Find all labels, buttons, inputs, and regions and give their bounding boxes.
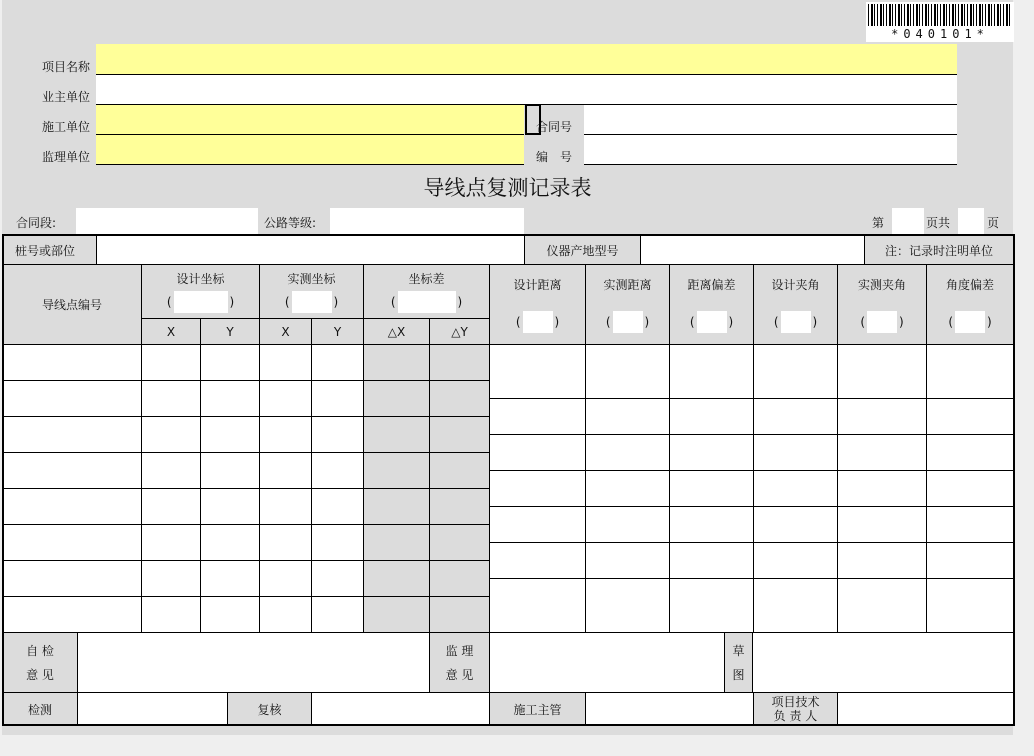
coordinate-cell[interactable] xyxy=(260,561,312,597)
coordinate-cell[interactable] xyxy=(3,381,142,417)
coordinate-cell[interactable] xyxy=(142,597,201,633)
distance-cell[interactable] xyxy=(670,543,754,579)
coordinate-row xyxy=(3,345,490,381)
distance-row xyxy=(490,579,1014,633)
sketch-line2: 图 xyxy=(732,667,745,682)
coord-diff-unit-field[interactable] xyxy=(398,291,456,313)
coordinate-cell[interactable] xyxy=(312,597,364,633)
coordinate-cell[interactable] xyxy=(364,453,430,489)
construction-unit-label: 施工单位 xyxy=(42,120,91,134)
coordinate-cell[interactable] xyxy=(364,345,430,381)
distance-cell[interactable] xyxy=(838,543,927,579)
review-field[interactable] xyxy=(312,693,490,726)
coordinate-row xyxy=(3,381,490,417)
coordinate-cell[interactable] xyxy=(312,561,364,597)
coordinate-cell[interactable] xyxy=(260,489,312,525)
supervision-opinion-label xyxy=(430,633,490,693)
angle-dev-title: 角度偏差 xyxy=(945,278,994,292)
distance-cell[interactable] xyxy=(586,471,670,507)
delta-y-header: △Y xyxy=(430,319,490,345)
distance-cell[interactable] xyxy=(586,579,670,633)
distance-cell[interactable] xyxy=(838,435,927,471)
distance-cell[interactable] xyxy=(927,579,1014,633)
distance-cell[interactable] xyxy=(490,507,586,543)
distance-cell[interactable] xyxy=(754,345,838,399)
distance-cell[interactable] xyxy=(586,435,670,471)
coord-diff-header xyxy=(364,265,490,319)
design-angle-title: 设计夹角 xyxy=(771,278,820,292)
coordinate-table xyxy=(2,264,490,633)
coordinate-cell[interactable] xyxy=(201,453,260,489)
distance-cell[interactable] xyxy=(838,579,927,633)
measured-coord-title: 实测坐标 xyxy=(287,272,336,286)
design-dist-title: 设计距离 xyxy=(513,278,562,292)
measured-y-header: Y xyxy=(312,319,364,345)
self-check-line2: 意 见 xyxy=(26,667,54,682)
delta-x-header: △X xyxy=(364,319,430,345)
supervision-unit-field[interactable] xyxy=(96,135,524,165)
coordinate-row xyxy=(3,525,490,561)
coordinate-cell[interactable] xyxy=(312,345,364,381)
coordinate-cell[interactable] xyxy=(3,417,142,453)
distance-rows xyxy=(490,345,1014,633)
coordinate-cell[interactable] xyxy=(364,597,430,633)
coordinate-cell[interactable] xyxy=(3,453,142,489)
distance-cell[interactable] xyxy=(927,435,1014,471)
distance-cell[interactable] xyxy=(838,345,927,399)
signature-row xyxy=(2,692,1014,726)
coordinate-cell[interactable] xyxy=(260,345,312,381)
paren-open: ( xyxy=(860,315,865,329)
measured-dist-unit-field[interactable] xyxy=(613,311,643,333)
coordinate-cell[interactable] xyxy=(142,381,201,417)
supervision-opinion-field[interactable] xyxy=(490,633,725,693)
coordinate-cell[interactable] xyxy=(201,597,260,633)
coordinate-cell[interactable] xyxy=(430,525,490,561)
coordinate-cell[interactable] xyxy=(430,597,490,633)
distance-cell[interactable] xyxy=(586,345,670,399)
distance-cell[interactable] xyxy=(670,471,754,507)
coordinate-cell[interactable] xyxy=(142,345,201,381)
coordinate-cell[interactable] xyxy=(430,381,490,417)
coordinate-cell[interactable] xyxy=(364,525,430,561)
sketch-line1: 草 xyxy=(732,643,745,658)
owner-field[interactable] xyxy=(96,75,957,105)
site-manager-field[interactable] xyxy=(586,693,754,726)
owner-label: 业主单位 xyxy=(42,90,91,104)
project-name-field[interactable] xyxy=(96,44,957,75)
contract-section-field[interactable] xyxy=(76,208,258,235)
dist-dev-title: 距离偏差 xyxy=(687,278,736,292)
coordinate-cell[interactable] xyxy=(430,453,490,489)
road-grade-label: 公路等级: xyxy=(264,216,317,230)
coordinate-cell[interactable] xyxy=(201,525,260,561)
distance-cell[interactable] xyxy=(586,399,670,435)
supervision-line2: 意 见 xyxy=(445,667,474,682)
coordinate-cell[interactable] xyxy=(201,489,260,525)
angle-dev-unit-field[interactable] xyxy=(955,311,985,333)
distance-row xyxy=(490,471,1014,507)
barcode-bars xyxy=(868,4,1012,26)
coordinate-cell[interactable] xyxy=(430,561,490,597)
supervision-line1: 监 理 xyxy=(445,643,474,658)
angle-dev-header xyxy=(927,265,1014,345)
design-angle-header xyxy=(754,265,838,345)
self-check-line1: 自 检 xyxy=(26,643,54,658)
coordinate-cell[interactable] xyxy=(3,525,142,561)
coordinate-cell[interactable] xyxy=(260,597,312,633)
inspect-field[interactable] xyxy=(78,693,228,726)
measured-coord-unit-field[interactable] xyxy=(292,291,332,313)
coordinate-row xyxy=(3,453,490,489)
paren-close: ) xyxy=(457,295,463,309)
distance-cell[interactable] xyxy=(754,543,838,579)
distance-cell[interactable] xyxy=(490,435,586,471)
coordinate-cell[interactable] xyxy=(201,417,260,453)
coordinate-cell[interactable] xyxy=(3,489,142,525)
distance-cell[interactable] xyxy=(754,507,838,543)
barcode xyxy=(866,2,1014,42)
coordinate-cell[interactable] xyxy=(3,597,142,633)
contract-no-field[interactable] xyxy=(584,105,957,135)
coordinate-cell[interactable] xyxy=(142,525,201,561)
coordinate-cell[interactable] xyxy=(142,417,201,453)
design-angle-unit-field[interactable] xyxy=(781,311,811,333)
inspect-label: 检测 xyxy=(3,693,78,726)
distance-cell[interactable] xyxy=(927,399,1014,435)
coordinate-row xyxy=(3,489,490,525)
distance-cell[interactable] xyxy=(670,579,754,633)
design-y-header: Y xyxy=(201,319,260,345)
coordinate-cell[interactable] xyxy=(260,381,312,417)
paren-open: ( xyxy=(284,295,290,309)
coordinate-cell[interactable] xyxy=(260,417,312,453)
tech-lead-field[interactable] xyxy=(838,693,1014,726)
coordinate-row xyxy=(3,597,490,633)
station-label: 桩号或部位 xyxy=(3,236,97,265)
page-number-field[interactable] xyxy=(892,208,924,235)
coordinate-cell[interactable] xyxy=(312,525,364,561)
coordinate-cell[interactable] xyxy=(430,417,490,453)
page-mid-label: 页共 xyxy=(926,216,951,230)
paren-close: ) xyxy=(644,315,650,329)
distance-cell[interactable] xyxy=(927,345,1014,399)
coordinate-cell[interactable] xyxy=(312,417,364,453)
design-coord-unit-field[interactable] xyxy=(174,291,228,313)
measured-dist-header xyxy=(586,265,670,345)
measured-angle-header xyxy=(838,265,927,345)
coordinate-cell[interactable] xyxy=(364,561,430,597)
page-suffix-label: 页 xyxy=(987,216,1000,230)
measured-dist-title: 实测距离 xyxy=(603,278,652,292)
distance-row xyxy=(490,543,1014,579)
paren-close: ) xyxy=(554,315,560,329)
distance-angle-table xyxy=(489,264,1014,633)
distance-cell[interactable] xyxy=(927,543,1014,579)
tech-lead-line2: 负 责 人 xyxy=(773,709,818,723)
design-coord-title: 设计坐标 xyxy=(176,272,225,286)
opinion-row xyxy=(2,632,1014,693)
coordinate-cell[interactable] xyxy=(201,561,260,597)
paren-open: ( xyxy=(390,295,396,309)
self-check-field[interactable] xyxy=(78,633,430,693)
unit-note: 注：记录时注明单位 xyxy=(865,236,1014,265)
distance-cell[interactable] xyxy=(838,399,927,435)
self-check-label xyxy=(3,633,78,693)
distance-cell[interactable] xyxy=(490,543,586,579)
contract-section-label: 合同段: xyxy=(16,216,57,230)
design-dist-header xyxy=(490,265,586,345)
station-row xyxy=(2,235,1014,265)
coordinate-cell[interactable] xyxy=(260,525,312,561)
distance-row xyxy=(490,399,1014,435)
paren-open: ( xyxy=(773,315,779,329)
coordinate-cell[interactable] xyxy=(312,381,364,417)
distance-cell[interactable] xyxy=(670,507,754,543)
paren-close: ) xyxy=(333,295,339,309)
instrument-label: 仪器产地型号 xyxy=(525,236,641,265)
distance-cell[interactable] xyxy=(670,399,754,435)
coordinate-cell[interactable] xyxy=(3,561,142,597)
coordinate-cell[interactable] xyxy=(201,381,260,417)
site-manager-label: 施工主管 xyxy=(490,693,586,726)
coordinate-cell[interactable] xyxy=(201,345,260,381)
page-total-field[interactable] xyxy=(958,208,984,235)
measured-x-header: X xyxy=(260,319,312,345)
paren-open: ( xyxy=(166,295,172,309)
barcode-text: *040101* xyxy=(891,27,989,41)
form-title: 导线点复测记录表 xyxy=(423,176,592,200)
paren-open: ( xyxy=(605,315,611,329)
dist-dev-unit-field[interactable] xyxy=(697,311,727,333)
measured-coord-header xyxy=(260,265,364,319)
coordinate-cell[interactable] xyxy=(142,561,201,597)
distance-cell[interactable] xyxy=(927,507,1014,543)
coordinate-cell[interactable] xyxy=(3,345,142,381)
distance-cell[interactable] xyxy=(490,345,586,399)
form-page xyxy=(2,0,1013,735)
distance-cell[interactable] xyxy=(754,399,838,435)
coordinate-cell[interactable] xyxy=(430,489,490,525)
tech-lead-line1: 项目技术 xyxy=(771,695,820,709)
design-dist-unit-field[interactable] xyxy=(523,311,553,333)
paren-close: ) xyxy=(728,315,734,329)
measured-angle-unit-field[interactable] xyxy=(867,311,897,333)
coordinate-cell[interactable] xyxy=(142,453,201,489)
distance-cell[interactable] xyxy=(670,435,754,471)
paren-open: ( xyxy=(515,315,521,329)
coordinate-cell[interactable] xyxy=(260,453,312,489)
sketch-field[interactable] xyxy=(753,633,1014,693)
serial-no-field[interactable] xyxy=(584,135,957,165)
coordinate-cell[interactable] xyxy=(364,489,430,525)
distance-cell[interactable] xyxy=(754,579,838,633)
coordinate-cell[interactable] xyxy=(430,345,490,381)
coordinate-cell[interactable] xyxy=(312,489,364,525)
distance-row xyxy=(490,345,1014,399)
paren-close: ) xyxy=(987,315,992,329)
distance-cell[interactable] xyxy=(754,471,838,507)
construction-unit-field[interactable] xyxy=(96,105,524,135)
page-prefix-label: 第 xyxy=(872,216,885,230)
paren-close: ) xyxy=(812,315,818,329)
coordinate-cell[interactable] xyxy=(364,417,430,453)
paren-close: ) xyxy=(229,295,235,309)
dist-dev-header xyxy=(670,265,754,345)
coordinate-cell[interactable] xyxy=(312,453,364,489)
tech-lead-label xyxy=(754,693,838,726)
paren-close: ) xyxy=(899,315,904,329)
distance-cell[interactable] xyxy=(586,543,670,579)
coordinate-cell[interactable] xyxy=(142,489,201,525)
road-grade-field[interactable] xyxy=(330,208,524,235)
coord-diff-title: 坐标差 xyxy=(408,272,445,286)
review-label: 复核 xyxy=(228,693,312,726)
distance-cell[interactable] xyxy=(838,507,927,543)
serial-no-label: 编 号 xyxy=(536,150,573,164)
distance-row xyxy=(490,507,1014,543)
coordinate-rows xyxy=(3,345,490,633)
coordinate-row xyxy=(3,417,490,453)
station-field[interactable] xyxy=(97,236,525,265)
design-x-header: X xyxy=(142,319,201,345)
point-no-header: 导线点编号 xyxy=(3,265,142,345)
project-name-label: 项目名称 xyxy=(42,60,91,74)
sketch-label xyxy=(725,633,753,693)
distance-cell[interactable] xyxy=(754,435,838,471)
supervision-unit-label: 监理单位 xyxy=(42,150,91,164)
instrument-field[interactable] xyxy=(641,236,865,265)
design-coord-header xyxy=(142,265,260,319)
distance-cell[interactable] xyxy=(586,507,670,543)
distance-cell[interactable] xyxy=(670,345,754,399)
distance-cell[interactable] xyxy=(490,471,586,507)
contract-no-label: 合同号 xyxy=(536,120,573,134)
distance-cell[interactable] xyxy=(490,399,586,435)
distance-cell[interactable] xyxy=(927,471,1014,507)
paren-open: ( xyxy=(689,315,695,329)
measured-angle-title: 实测夹角 xyxy=(857,278,906,292)
distance-cell[interactable] xyxy=(490,579,586,633)
coordinate-row xyxy=(3,561,490,597)
distance-row xyxy=(490,435,1014,471)
coordinate-cell[interactable] xyxy=(364,381,430,417)
paren-open: ( xyxy=(948,315,953,329)
distance-cell[interactable] xyxy=(838,471,927,507)
